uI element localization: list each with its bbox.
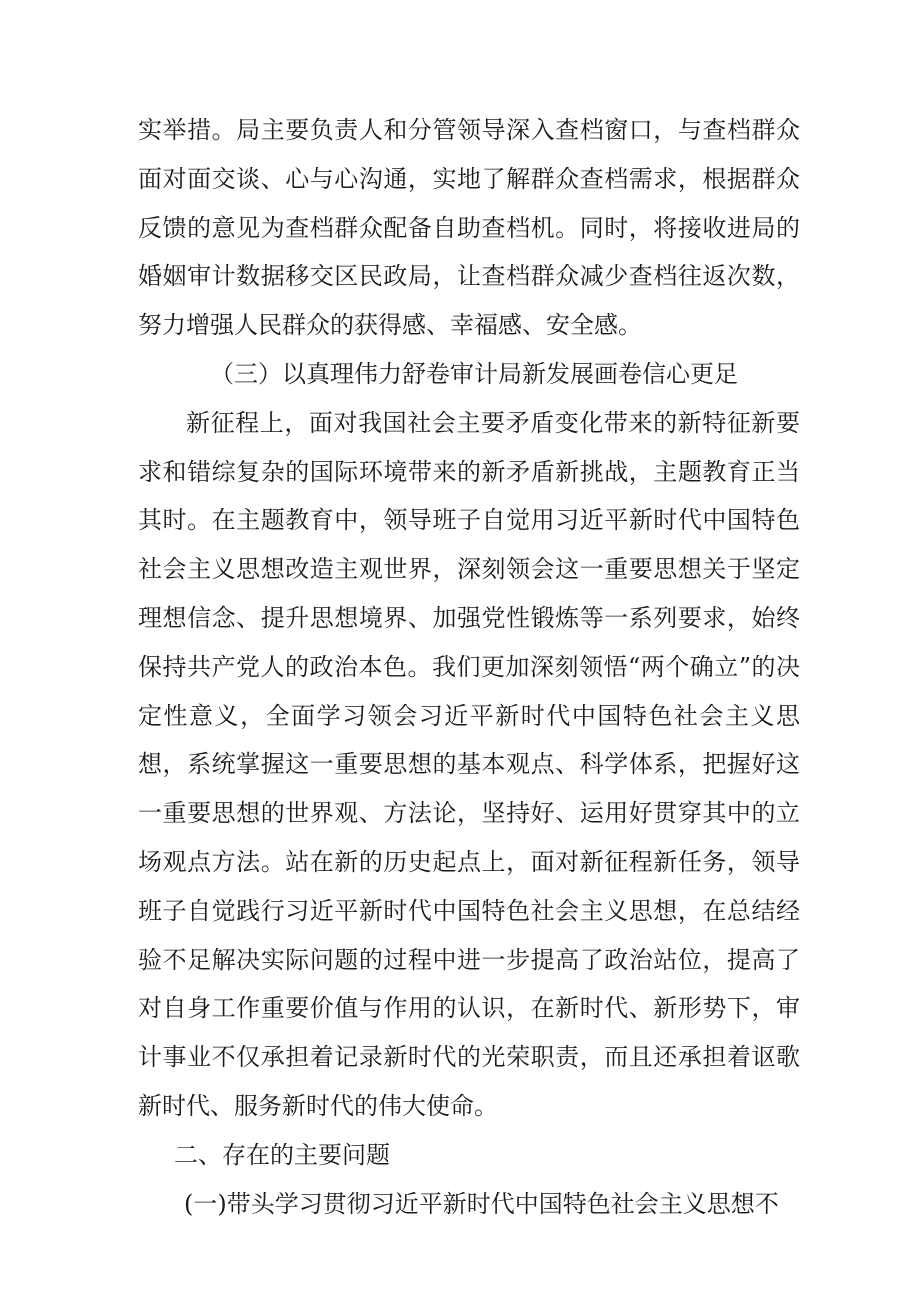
section-heading-main-problems: 二、存在的主要问题 xyxy=(174,1140,390,1169)
paragraph-new-journey: 新征程上，面对我国社会主要矛盾变化带来的新特征新要求和错综复杂的国际环境带来的新矛盾新挑战，主题教育正当其时。在主题教育中，领导班子自觉用习近平新时代中国特色社会主义思想改造主观世界，深刻领会这一重要思想关于坚定理想信念、提升思想境界、加强党性锻炼等一系列要求，始终保持共产党人的政治本色。我们更加深刻领悟“两个确立”的决定性意义，全面学习领会习近平新时代中国特色社会主义思想，系统掌握这一重要思想的基本观点、科学体系，把握好这一重要思想的世界观、方法论，坚持好、运用好贯穿其中的立场观点方法。站在新的历史起点上，面对新征程新任务，领导班子自觉践行习近平新时代中国特色社会主义思想，在总结经验不足解决实际问题的过程中进一步提高了政治站位，提高了对自身工作重要价值与作用的认识，在新时代、新形势下，审计事业不仅承担着记录新时代的光荣职责，而且还承担着讴歌新时代、服务新时代的伟大使命。 xyxy=(138,408,800,1120)
paragraph-measures: 实举措。局主要负责人和分管领导深入查档窗口，与查档群众面对面交谈、心与心沟通，实地了解群众查档需求，根据群众反馈的意见为查档群众配备自助查档机。同时，将接收进局的婚姻审计数据移交区民政局，让查档群众减少查档往返次数，努力增强人民群众的获得感、幸福感、安全感。 xyxy=(138,116,800,340)
subsection-heading-1: (一)带头学习贯彻习近平新时代中国特色社会主义思想不 xyxy=(184,1189,779,1218)
subsection-heading-3: （三）以真理伟力舒卷审计局新发展画卷信心更足 xyxy=(210,359,738,388)
